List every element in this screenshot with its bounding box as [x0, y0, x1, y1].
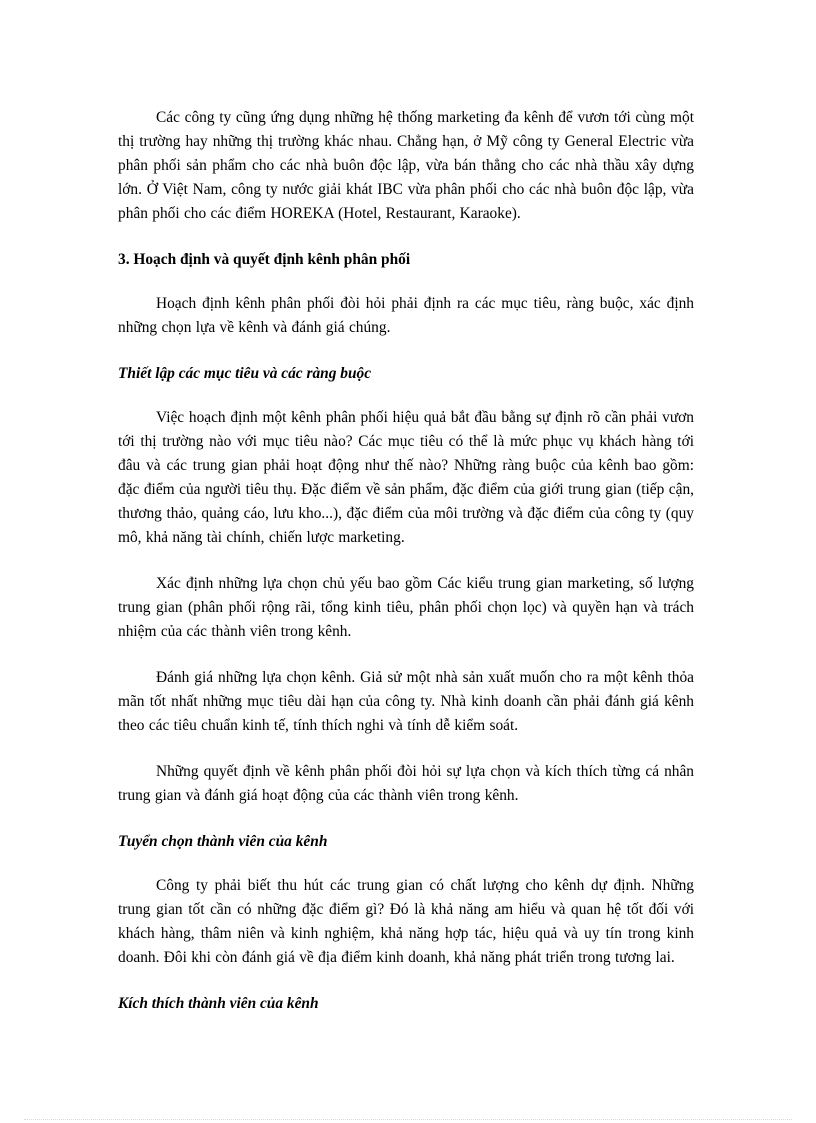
heading-recruit-members: Tuyển chọn thành viên của kênh: [118, 833, 328, 850]
page-bottom-divider: [24, 1119, 792, 1120]
document-page: [118, 106, 694, 1016]
heading-motivate-members: Kích thích thành viên của kênh: [118, 995, 319, 1012]
heading-goals-constraints: Thiết lập các mục tiêu và các ràng buộc: [118, 365, 372, 382]
paragraph-goals: Việc hoạch định một kênh phân phối hiệu quả bắt đầu bằng sự định rõ cần phải vươn tới thị trường nào với mục tiêu nào? Các mục tiêu có thể là mức phục vụ khách hàng tới đâu và các trung gian phải hoạt động như thế nào? Những ràng buộc của kênh bao gồm: đặc điểm của người tiêu thụ. Đặc điểm về sản phẩm, đặc điểm của giới trung gian (tiếp cận, thương thảo, quảng cáo, lưu kho...), đặc điểm của môi trường và đặc điểm của công ty (quy mô, khả năng tài chính, chiến lược marketing.: [118, 409, 694, 546]
paragraph-multichannel: Các công ty cũng ứng dụng những hệ thống marketing đa kênh để vươn tới cùng một thị trường hay những thị trường khác nhau. Chẳng hạn, ở Mỹ công ty General Electric vừa phân phối sản phẩm cho các nhà buôn độc lập, vừa bán thẳng cho các nhà thầu xây dựng lớn. Ở Việt Nam, công ty nước giải khát IBC vừa phân phối cho các nhà buôn độc lập, vừa phân phối cho các điểm HOREKA (Hotel, Restaurant, Karaoke).: [118, 109, 694, 222]
paragraph-channel-planning: Hoạch định kênh phân phối đòi hỏi phải định ra các mục tiêu, ràng buộc, xác định những chọn lựa về kênh và đánh giá chúng.: [118, 295, 694, 336]
paragraph-channel-decisions: Những quyết định về kênh phân phối đòi hỏi sự lựa chọn và kích thích từng cá nhân trung gian và đánh giá hoạt động của các thành viên trong kênh.: [118, 763, 694, 804]
paragraph-main-choices: Xác định những lựa chọn chủ yếu bao gồm Các kiểu trung gian marketing, số lượng trung gian (phân phối rộng rãi, tổng kinh tiêu, phân phối chọn lọc) và quyền hạn và trách nhiệm của các thành viên trong kênh.: [118, 575, 694, 640]
paragraph-recruit: Công ty phải biết thu hút các trung gian có chất lượng cho kênh dự định. Những trung gian tốt cần có những đặc điểm gì? Đó là khả năng am hiểu và quan hệ tốt đối với khách hàng, thâm niên và kinh nghiệm, khả năng hợp tác, hiệu quả và uy tín trong kinh doanh. Đôi khi còn đánh giá về địa điểm kinh doanh, khả năng phát triển trong tương lai.: [118, 877, 694, 966]
heading-section-3: 3. Hoạch định và quyết định kênh phân phối: [118, 251, 411, 268]
paragraph-evaluate-choices: Đánh giá những lựa chọn kênh. Giả sử một nhà sản xuất muốn cho ra một kênh thỏa mãn tốt nhất những mục tiêu dài hạn của công ty. Nhà kinh doanh cần phải đánh giá kênh theo các tiêu chuẩn kinh tế, tính thích nghi và tính dễ kiểm soát.: [118, 669, 694, 734]
